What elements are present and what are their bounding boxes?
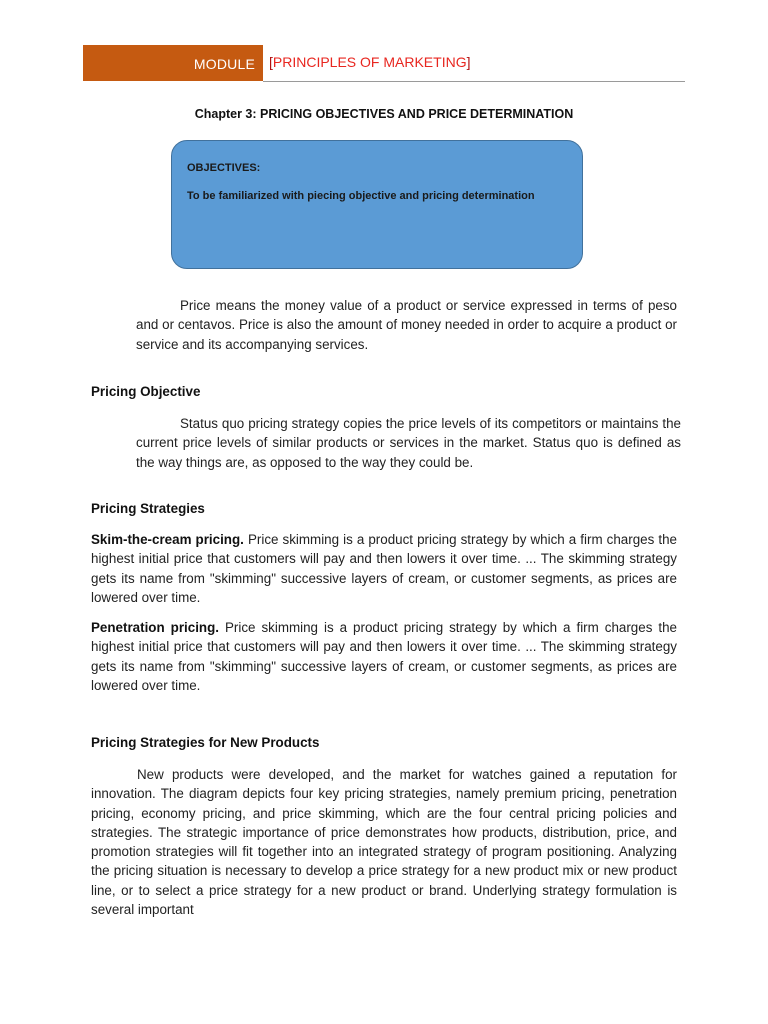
objectives-title: OBJECTIVES: xyxy=(187,162,261,174)
objectives-text: To be familiarized with piecing objective and pricing determination xyxy=(187,190,535,202)
chapter-title: Chapter 3: PRICING OBJECTIVES AND PRICE DETERMINATION xyxy=(194,107,574,121)
module-title-text: PRINCIPLES OF MARKETING xyxy=(272,54,467,70)
pricing-objective-heading: Pricing Objective xyxy=(91,384,201,399)
penetration-text: Price skimming is a product pricing strategy by which a firm charges the highest initial price that customers will pay and then lowers it over time. ... The skimming strategy gets its name from "skimming" successive layers of cream, or customer segments, as prices are lowered over time. xyxy=(91,620,677,693)
pricing-objective-paragraph: Status quo pricing strategy copies the price levels of its competitors or maintains the current price levels of similar products or services in the market. Status quo is defined as the way things are, as opposed to the way they could be. xyxy=(136,416,681,470)
module-header-bar xyxy=(83,45,263,81)
new-products-heading: Pricing Strategies for New Products xyxy=(91,735,320,750)
module-label: MODULE xyxy=(193,56,255,72)
new-products-paragraph: New products were developed, and the market for watches gained a reputation for innovation. The diagram depicts four key pricing strategies, namely premium pricing, penetration pricing, economy pricing, and price skimming, which are the four central pricing policies and strategies. The strategic importance of price demonstrates how products, distribution, price, and promotion strategies will fit together into an integrated strategy of program positioning. Analyzing the pricing situation is necessary to develop a price strategy for a new product mix or new product line, or to select a price strategy for a new product or brand. Underlying strategy formulation is several important xyxy=(91,767,677,918)
module-title xyxy=(269,54,470,70)
pricing-strategies-heading: Pricing Strategies xyxy=(91,501,205,516)
objectives-box xyxy=(171,140,583,269)
title-bracket-close: ] xyxy=(466,54,471,70)
skim-paragraph xyxy=(91,530,677,607)
title-bracket-open: [ xyxy=(269,54,273,70)
skim-lead: Skim-the-cream pricing. xyxy=(91,532,244,547)
penetration-paragraph xyxy=(91,618,677,695)
penetration-lead: Penetration pricing. xyxy=(91,620,219,635)
intro-paragraph: Price means the money value of a product or service expressed in terms of peso and or centavos. Price is also the amount of money needed in order to acquire a product or service and its accompanying services. xyxy=(136,298,677,352)
header-divider xyxy=(263,81,685,82)
skim-text: Price skimming is a product pricing strategy by which a firm charges the highest initial price that customers will pay and then lowers it over time. ... The skimming strategy gets its name from "skimming" successive layers of cream, or customer segments, as prices are lowered over time. xyxy=(91,532,677,605)
